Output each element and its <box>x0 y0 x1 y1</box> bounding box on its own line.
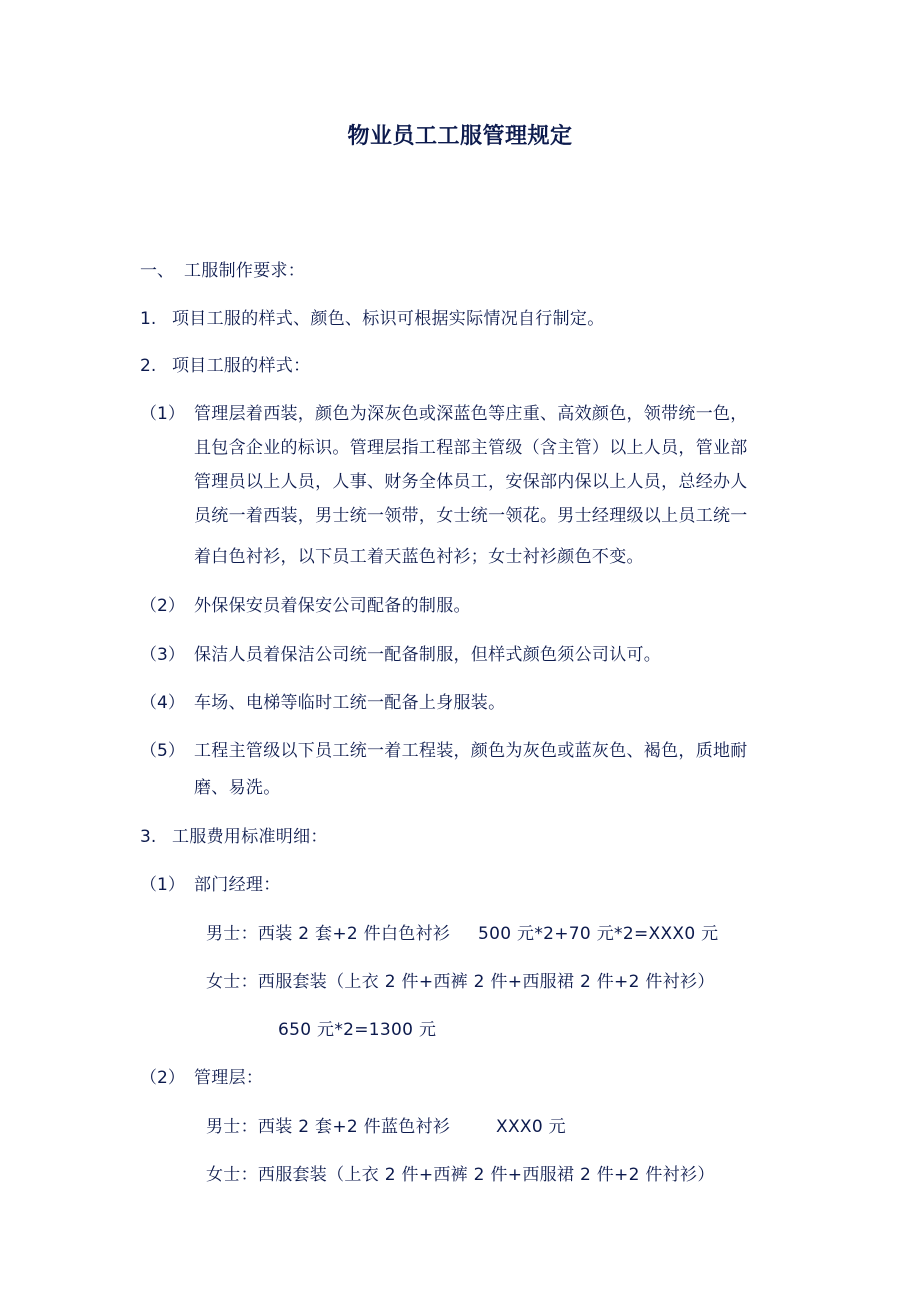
section-marker: 一、 <box>140 261 174 281</box>
paragraph-line: 员统一着西装，男士统一领带，女士统一领花。男士经理级以上员工统一 <box>194 506 748 526</box>
cost-female-price: 650 元*2=1300 元 <box>278 1020 437 1040</box>
paragraph-line: 工程主管级以下员工统一着工程装，颜色为灰色或蓝灰色、褐色，质地耐 <box>194 741 748 761</box>
cost-female-text: 女士：西服套装（上衣 2 件+西裤 2 件+西服裙 2 件+2 件衬衫） <box>206 972 715 992</box>
sub-item-marker: （4） <box>140 693 185 713</box>
section-heading: 工服制作要求： <box>184 261 306 281</box>
paragraph-line: 管理层着西装，颜色为深灰色或深蓝色等庄重、高效颜色，领带统一色， <box>194 404 748 424</box>
item-text: 工服费用标准明细： <box>172 827 328 847</box>
item-text: 项目工服的样式、颜色、标识可根据实际情况自行制定。 <box>172 309 605 329</box>
sub-item-marker: （2） <box>140 596 185 616</box>
cost-heading: 部门经理： <box>194 875 281 895</box>
sub-item-marker: （5） <box>140 741 185 761</box>
paragraph-line: 且包含企业的标识。管理层指工程部主管级（含主管）以上人员，管业部 <box>194 438 748 458</box>
cost-male-price: 500 元*2+70 元*2=XXX0 元 <box>478 924 719 944</box>
cost-male-price: XXX0 元 <box>496 1117 566 1137</box>
item-marker: 3. <box>140 827 157 847</box>
sub-item-text: 车场、电梯等临时工统一配备上身服装。 <box>194 693 506 713</box>
cost-male-text: 男士：西装 2 套+2 件白色衬衫 <box>206 924 451 944</box>
item-marker: 1. <box>140 309 157 329</box>
cost-heading: 管理层： <box>194 1068 264 1088</box>
sub-item-text: 保洁人员着保洁公司统一配备制服，但样式颜色须公司认可。 <box>194 645 662 665</box>
sub-item-marker: （1） <box>140 875 185 895</box>
paragraph-line: 着白色衬衫，以下员工着天蓝色衬衫；女士衬衫颜色不变。 <box>194 547 644 567</box>
cost-male-text: 男士：西装 2 套+2 件蓝色衬衫 <box>206 1117 451 1137</box>
paragraph-line: 管理员以上人员，人事、财务全体员工，安保部内保以上人员，总经办人 <box>194 472 748 492</box>
sub-item-marker: （2） <box>140 1068 185 1088</box>
paragraph-line: 磨、易洗。 <box>194 778 281 798</box>
item-text: 项目工服的样式： <box>172 356 311 376</box>
document-title: 物业员工工服管理规定 <box>347 124 573 149</box>
sub-item-marker: （1） <box>140 404 185 424</box>
sub-item-text: 外保保安员着保安公司配备的制服。 <box>194 596 471 616</box>
item-marker: 2. <box>140 356 157 376</box>
sub-item-marker: （3） <box>140 645 185 665</box>
cost-female-text: 女士：西服套装（上衣 2 件+西裤 2 件+西服裙 2 件+2 件衬衫） <box>206 1165 715 1185</box>
